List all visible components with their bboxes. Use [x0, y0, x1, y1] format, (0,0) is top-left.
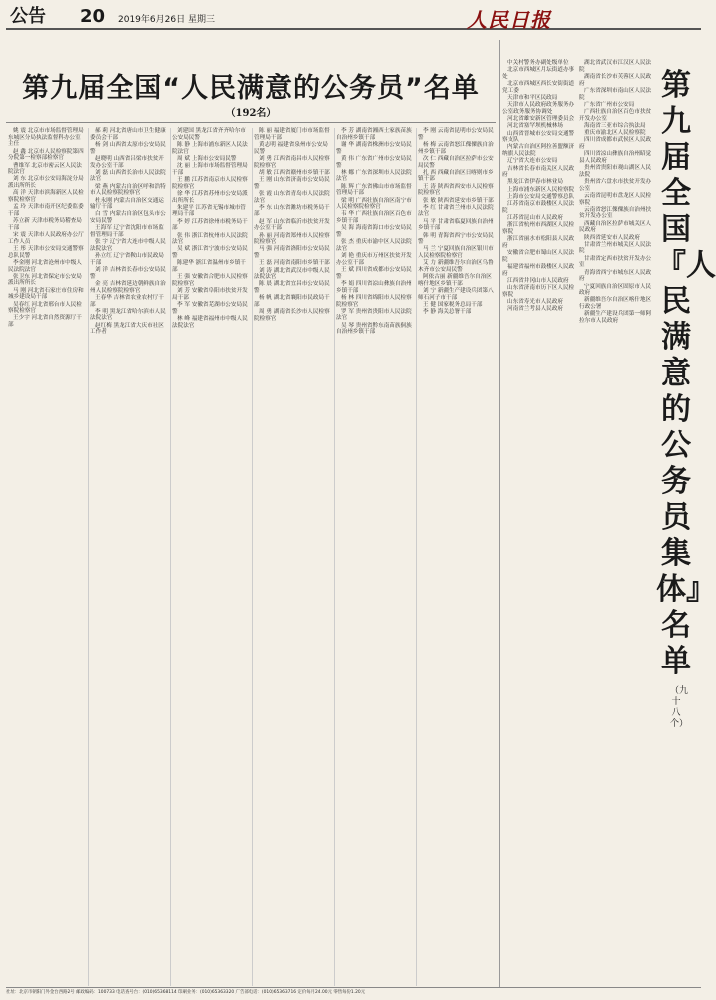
list-item: 海南省三亚市综合执法局	[584, 122, 646, 129]
list-item: 张 霞 山东省青岛市人民法院法官	[254, 190, 330, 204]
list-item: 王 鹏 江苏省南京市人民检察院检察官	[172, 176, 248, 190]
list-item: 李 东 山东省潍坊市税务局干部	[254, 204, 330, 218]
page-header	[6, 6, 701, 30]
list-item: 李 婷 江苏省徐州市税务局干部	[172, 218, 248, 232]
footer-info: 社址：北京市朝阳门外金台西路2号 邮政编码：100733 电话查号台：(010)65368114 印刷业务：(010)65363320 广告部电话：(010)65363716 定价每月24.00元 零售每份1.20元	[6, 987, 701, 998]
list-item: 吴春红 河北省邢台市人民检察院检察官	[8, 301, 82, 315]
list-item: 河北省塞罕坝机械林场	[507, 123, 563, 130]
list-item: 刘 芳 安徽省阜阳市扶贫开发局干部	[172, 288, 248, 301]
list-item: 杜永刚 内蒙古自治区交通运输厅干部	[90, 197, 164, 211]
list-item: 阿依古丽 新疆维吾尔自治区喀什地区乡镇干部	[418, 274, 492, 287]
list-item: 陈 辉 广东省佛山市市场监督管理局干部	[336, 183, 412, 197]
list-item: 马 平 甘肃省临夏回族自治州乡镇干部	[418, 218, 494, 232]
list-item: 张 杰 重庆市渝中区人民法院法官	[336, 239, 412, 252]
list-item: 孟 玲 天津市南开区纪委监委干部	[8, 204, 84, 217]
list-item: 河北省雄安新区管理委员会	[507, 116, 575, 123]
list-item: 浙江省杭州市西湖区人民检察院	[502, 222, 575, 235]
list-item: 杨 林 四川省绵阳市人民检察院检察官	[336, 294, 412, 308]
list-item: 宁夏回族自治区固原市人民政府	[579, 283, 652, 297]
collective-count: （九十八个）	[670, 686, 689, 729]
list-item: 梁 燕 内蒙古自治区呼和浩特市人民检察院检察官	[90, 183, 166, 197]
list-item: 李 军 安徽省芜湖市公安局民警	[172, 302, 248, 315]
list-item: 张 宇 辽宁省大连市中级人民法院法官	[90, 239, 166, 252]
list-item: 西藏自治区拉萨市城关区人民政府	[579, 220, 652, 234]
list-item: 王 涛 陕西省西安市人民检察院检察官	[418, 183, 494, 197]
list-item: 刘 磊 山西省长治市人民法院法官	[90, 169, 166, 183]
list-item: 陈建华 浙江省温州市乡镇干部	[172, 260, 246, 274]
list-item: 陈 静 上海市浦东新区人民法院法官	[172, 141, 248, 155]
list-item: 中关村警务办副处级单位	[507, 60, 569, 66]
collective-title: 第九届全国『人民满意的公务员集体』名单	[656, 68, 716, 679]
list-item: 罗 军 贵州省贵阳市人民法院法官	[336, 308, 412, 322]
list-item: 新疆维吾尔自治区喀什地区行政公署	[579, 297, 652, 311]
title-rule	[6, 122, 496, 123]
list-item: 刘 艳 重庆市万州区扶贫开发办公室干部	[336, 253, 412, 266]
list-item: 云南省昆明市盘龙区人民检察院	[579, 192, 652, 206]
list-item: 苏立新 天津市税务局稽查局干部	[8, 218, 82, 231]
list-item: 赵晓明 山西省吕梁市扶贫开发办公室干部	[90, 155, 164, 169]
list-item: 李 芳 湖南省湘西土家族苗族自治州乡镇干部	[336, 128, 412, 141]
column-divider	[499, 40, 500, 988]
list-item: 陕西省延安市人民政府	[584, 234, 640, 241]
list-item: 吉林省长春市南关区人民政府	[502, 165, 575, 179]
list-item: 艾 力 新疆维吾尔自治区乌鲁木齐市公安局民警	[418, 260, 494, 274]
list-item: 刘 勇 江西省南昌市人民检察院检察官	[254, 155, 330, 169]
list-item: 甘肃省兰州市城关区人民法院	[579, 241, 652, 255]
list-item: 刘 宁 新疆生产建设兵团第八师石河子市干部	[418, 288, 494, 301]
list-item: 广西壮族自治区百色市扶贫开发办公室	[579, 108, 652, 122]
list-item: 赵红梅 黑龙江省大庆市社区工作者	[90, 322, 164, 336]
list-item: 杨 梅 云南省怒江傈僳族自治州乡镇干部	[418, 141, 494, 155]
list-item: 张卫东 河北省保定市公安局派出所所长	[8, 273, 82, 287]
list-item: 山东省济南市历下区人民检察院	[502, 285, 575, 298]
list-item: 郝 莉 河北省唐山市卫生健康委员会干部	[90, 128, 166, 141]
list-item: 王 健 国家税务总局干部	[423, 302, 483, 309]
list-item: 李 红 甘肃省兰州市人民法院法官	[418, 204, 494, 218]
list-item: 北京市西城区西长安街街道党工委	[502, 81, 575, 94]
list-item: 青海省西宁市城东区人民政府	[579, 269, 652, 283]
right-title-box	[654, 68, 716, 729]
list-item: 云南省怒江傈僳族自治州扶贫开发办公室	[579, 206, 652, 220]
list-item: 韩 明 青海省西宁市公安局民警	[418, 232, 494, 246]
list-item: 胡 敏 江西省赣州市乡镇干部	[259, 169, 330, 176]
list-item: 梁 明 广西壮族自治区南宁市人民检察院检察官	[336, 197, 412, 211]
list-item: 赵 鑫 北京市人民检察院第四分院第一检察部检察官	[8, 148, 84, 162]
list-item: 马 强 河南省洛阳市公安局民警	[254, 246, 330, 260]
list-item: 山西省晋城市公安局交通警察支队	[502, 130, 575, 144]
list-item: 黄志明 福建省泉州市公安局民警	[254, 141, 328, 155]
list-item: 刘 涛 湖北省武汉市中级人民法院法官	[254, 267, 330, 281]
page-number: 20	[80, 6, 106, 27]
list-item: 广东省广州市公安局	[584, 101, 635, 108]
list-item: 内蒙古自治区阿拉善盟额济纳旗人民法院	[502, 144, 575, 158]
list-item: 朱建平 江苏省无锡市城市管理局干部	[172, 204, 246, 218]
list-item: 李 娟 四川省凉山彝族自治州乡镇干部	[336, 280, 412, 294]
list-item: 周 斌 上海市公安局民警	[177, 155, 237, 162]
list-item: 湖南省长沙市芙蓉区人民政府	[579, 73, 652, 87]
list-item: 安徽省合肥市蜀山区人民法院	[502, 249, 575, 263]
collective-list	[502, 60, 652, 986]
list-item: 山东省寿光市人民政府	[507, 298, 563, 305]
list-item: 周 勇 湖南省长沙市人民检察院检察官	[254, 309, 330, 322]
list-item: 新疆生产建设兵团第一师阿拉尔市人民政府	[579, 311, 652, 325]
list-item: 吴 琴 贵州省黔东南苗族侗族自治州乡镇干部	[336, 322, 412, 336]
list-item: 林 峰 福建省福州市中级人民法院法官	[172, 315, 248, 329]
list-item: 吴 海 海南省海口市公安局民警	[336, 225, 412, 239]
list-item: 黄 伟 广东省广州市公安局民警	[336, 155, 412, 169]
list-item: 曹维军 北京市密云区人民法院法官	[8, 162, 82, 176]
list-item: 白 雪 内蒙古自治区包头市公安局民警	[90, 211, 166, 225]
main-count: （192名）	[225, 108, 277, 119]
list-item: 张 敏 陕西省延安市乡镇干部	[423, 197, 494, 204]
list-item: 王 磊 河南省南阳市乡镇干部	[259, 260, 330, 267]
list-item: 刘 洋 吉林省长春市公安局民警	[90, 267, 166, 280]
list-item: 徐 华 江苏省苏州市公安局派出所所长	[172, 190, 248, 204]
list-item: 陈 丽 福建省厦门市市场监督管理局干部	[254, 128, 330, 141]
list-item: 沈 丽 上海市市场监督管理局干部	[172, 163, 248, 176]
list-item: 北京市西城区月坛街道办事处	[502, 67, 575, 80]
list-item: 次 仁 西藏自治区拉萨市公安局民警	[418, 155, 494, 169]
masthead-logo: 人民日报	[467, 8, 551, 32]
civil-servant-list	[8, 128, 496, 986]
issue-date: 2019年6月26日 星期三	[118, 15, 215, 25]
list-item: 刘 东 北京市公安局海淀分局派出所所长	[8, 176, 84, 190]
list-item: 李 刚 云南省昆明市公安局民警	[418, 128, 494, 141]
list-item: 辽宁省大连市公安局	[507, 158, 558, 165]
list-item: 江西省井冈山市人民政府	[507, 277, 569, 284]
list-item: 李 静 海关总署干部	[423, 309, 472, 316]
list-item: 宋 震 天津市人民政府办公厅工作人员	[8, 232, 84, 245]
list-item: 张 伟 浙江省杭州市人民法院法官	[172, 232, 248, 246]
list-item: 马 兰 宁夏回族自治区银川市人民检察院检察官	[418, 246, 494, 260]
list-item: 王海军 辽宁省沈阳市市场监督管理局干部	[90, 225, 164, 239]
list-item: 韦 华 广西壮族自治区百色市乡镇干部	[336, 211, 412, 225]
list-item: 赵 军 山东省临沂市扶贫开发办公室干部	[254, 218, 330, 232]
list-item: 孙立红 辽宁省鞍山市民政局干部	[90, 253, 164, 266]
list-item: 金 亮 吉林省延边朝鲜族自治州人民检察院检察官	[90, 280, 166, 294]
list-item: 杨 帆 湖北省襄阳市民政局干部	[254, 295, 330, 309]
list-item: 贵州省六盘水市扶贫开发办公室	[579, 178, 652, 192]
list-item: 王少宇 河北省自然资源厅干部	[8, 315, 82, 329]
list-item: 四川省凉山彝族自治州昭觉县人民政府	[579, 151, 652, 164]
list-item: 王春华 吉林省农业农村厅干部	[90, 294, 164, 308]
list-item: 杨 剑 山西省太原市公安局民警	[90, 141, 166, 155]
list-item: 陈 晨 湖北省宜昌市公安局民警	[254, 281, 330, 295]
list-item: 谢 华 湖南省株洲市公安局民警	[336, 141, 412, 155]
list-item: 上海市浦东新区人民检察院	[507, 186, 575, 193]
list-item: 河南省兰考县人民政府	[507, 306, 563, 313]
list-item: 吴 斌 浙江省宁波市公安局民警	[172, 246, 248, 260]
list-item: 扎 西 西藏自治区日喀则市乡镇干部	[418, 169, 494, 183]
list-item: 李金刚 河北省沧州市中级人民法院法官	[8, 259, 82, 273]
list-item: 王 刚 山东省济南市公安局民警	[254, 176, 330, 190]
list-item: 湖北省武汉市江汉区人民法院	[579, 60, 652, 73]
section-title: 公告	[10, 6, 46, 27]
list-item: 王 强 安徽省合肥市人民检察院检察官	[172, 274, 248, 287]
list-item: 姚 震 北京市市场监督管理局东城区分局执法监督科办公室主任	[8, 128, 84, 148]
list-item: 王 斌 四川省成都市公安局民警	[336, 267, 412, 280]
list-item: 黑龙江省伊春市林业局	[507, 179, 563, 186]
list-item: 贵州省贵阳市观山湖区人民法院	[579, 165, 652, 178]
list-item: 林 娜 广东省深圳市人民法院法官	[336, 169, 412, 183]
list-item: 福建省福州市鼓楼区人民政府	[502, 263, 575, 277]
list-item: 李 明 黑龙江省哈尔滨市人民法院法官	[90, 308, 166, 322]
list-item: 刘建国 黑龙江省齐齐哈尔市公安局民警	[172, 128, 246, 141]
list-item: 重庆市渝北区人民检察院	[584, 130, 646, 137]
list-item: 四川省成都市武侯区人民政府	[579, 137, 652, 150]
list-item: 甘肃省定西市扶贫开发办公室	[579, 255, 652, 269]
list-item: 王 彤 天津市公安局交通警察总队民警	[8, 245, 84, 259]
list-item: 天津市人民政府政务服务办公室政务服务协调处	[502, 102, 575, 115]
list-item: 江苏省昆山市人民政府	[507, 214, 563, 221]
list-item: 高 洋 天津市滨海新区人民检察院检察官	[8, 190, 84, 204]
list-item: 江苏省南京市鼓楼区人民法院	[502, 201, 575, 214]
list-item: 马 刚 河北省石家庄市住房和城乡建设局干部	[8, 287, 84, 301]
list-item: 天津市和平区民政局	[507, 95, 558, 102]
list-item: 上海市公安局交通警察总队	[507, 193, 575, 200]
main-title: 第九届全国“人民满意的公务员”名单	[22, 73, 480, 104]
list-item: 广东省深圳市南山区人民法院	[579, 87, 652, 101]
list-item: 孙 丽 河南省郑州市人民检察院检察官	[254, 232, 330, 246]
list-item: 浙江省丽水市松阳县人民政府	[502, 236, 575, 249]
